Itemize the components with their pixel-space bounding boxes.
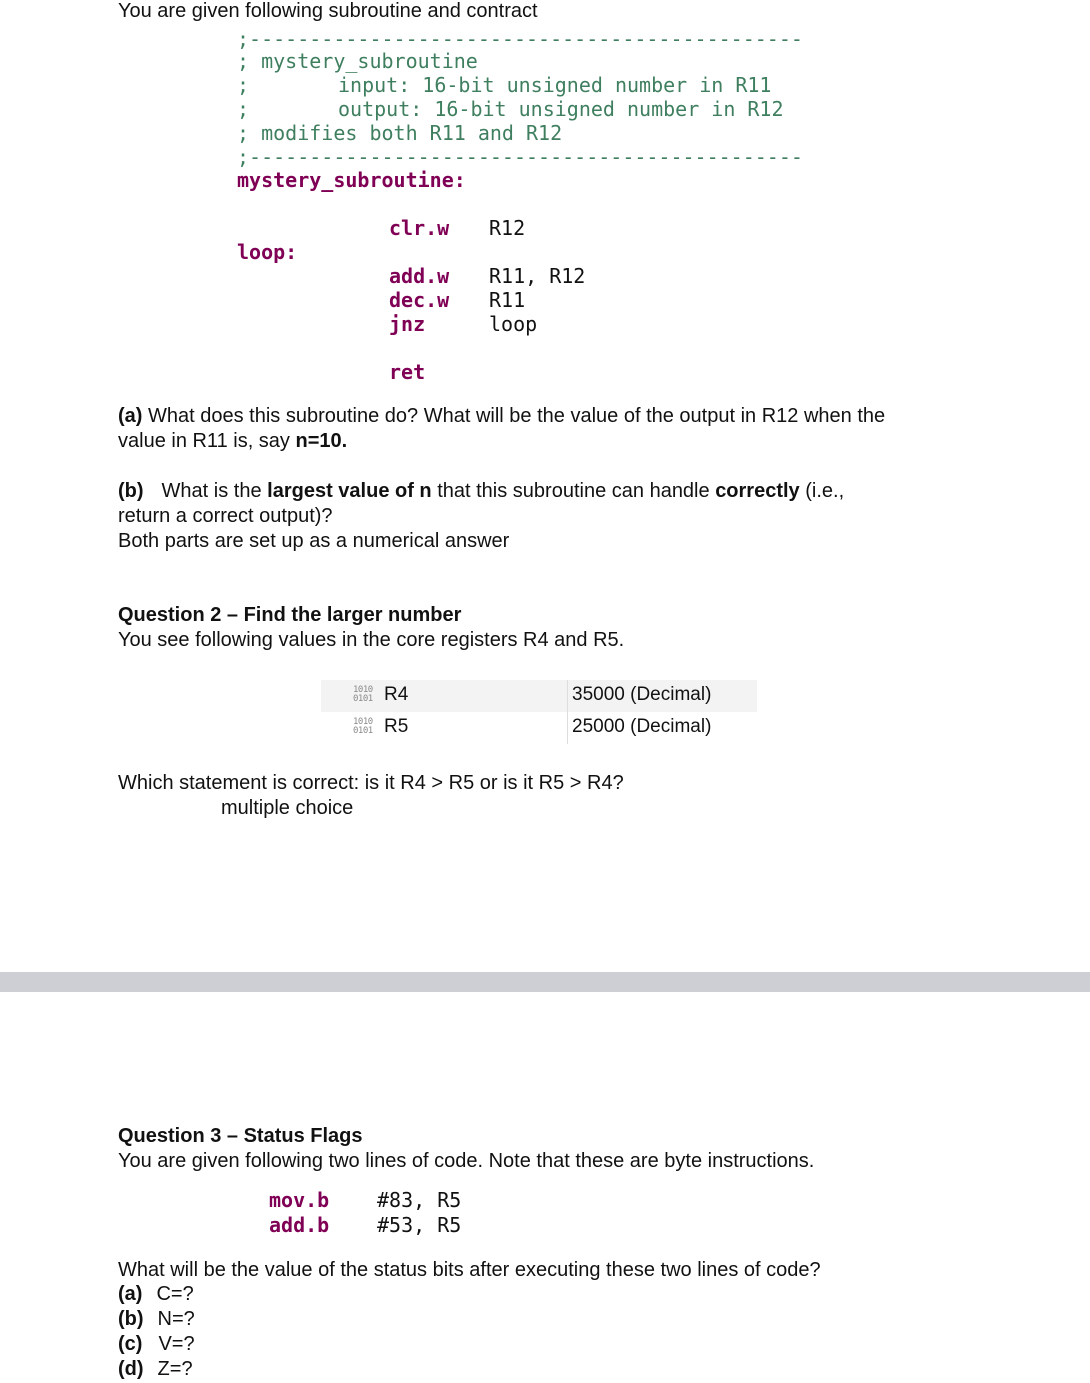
code-comment-output-prefix: ; (237, 97, 250, 121)
code-args: R11, R12 (489, 264, 586, 288)
register-name: R5 (384, 716, 409, 737)
register-value: 35000 (Decimal) (572, 684, 712, 705)
code-op: jnz (389, 312, 426, 336)
code-comment-output: output: 16-bit unsigned number in R12 (338, 97, 784, 121)
code-op: clr.w (389, 216, 450, 240)
q1-part-a-label: (a) (118, 405, 143, 427)
q1-part-b-label: (b) (118, 480, 144, 502)
code-comment-modifies: ; modifies both R11 and R12 (237, 121, 563, 145)
code-comment-name: ; mystery_subroutine (237, 49, 478, 73)
code-args: loop (489, 312, 538, 336)
page-break-band (0, 972, 1090, 992)
q3-desc: You are given following two lines of code. Note that these are byte instructions. (118, 1150, 815, 1172)
q2-title: Question 2 – Find the larger number (118, 604, 462, 626)
q2-question: Which statement is correct: is it R4 > R5 or is it R5 > R4? (118, 772, 624, 794)
code-op: add.b (269, 1213, 330, 1237)
binary-register-icon: 1010 0101 (353, 685, 373, 704)
q1-part-a-line1: (a) What does this subroutine do? What will be the value of the output in R12 when the (118, 405, 886, 427)
register-table (321, 680, 757, 744)
intro-text: You are given following subroutine and contract (118, 0, 538, 22)
code-divider-top: ;---------------------------------------------- (237, 27, 803, 51)
code-op: dec.w (389, 288, 450, 312)
q2-type: multiple choice (221, 797, 354, 819)
code-args: #53, R5 (377, 1213, 462, 1237)
code-comment-input: input: 16-bit unsigned number in R11 (338, 73, 772, 97)
q3-part: (d) Z=? (118, 1358, 193, 1380)
code-label-main: mystery_subroutine: (237, 168, 466, 192)
register-row-r4[interactable] (321, 680, 757, 712)
code-args: R11 (489, 288, 526, 312)
q1-part-b-line2: return a correct output)? (118, 505, 333, 527)
code-label-loop: loop: (237, 240, 298, 264)
q2-desc: You see following values in the core registers R4 and R5. (118, 629, 625, 651)
q3-title: Question 3 – Status Flags (118, 1125, 363, 1147)
q3-part: (a) C=? (118, 1283, 194, 1305)
code-args: #83, R5 (377, 1188, 462, 1212)
register-value: 25000 (Decimal) (572, 716, 712, 737)
q3-part: (b) N=? (118, 1308, 195, 1330)
code-args: R12 (489, 216, 526, 240)
q1-part-a-line2: value in R11 is, say n=10. (118, 430, 348, 452)
q3-question: What will be the value of the status bits after executing these two lines of code? (118, 1259, 821, 1281)
register-row-r5[interactable] (321, 712, 757, 744)
code-op: mov.b (269, 1188, 330, 1212)
code-op: ret (389, 360, 426, 384)
q1-note: Both parts are set up as a numerical answer (118, 530, 510, 552)
q1-part-b-line1: (b) What is the largest value of n that this subroutine can handle correctly (i.e., (118, 480, 845, 502)
q3-part: (c) V=? (118, 1333, 195, 1355)
binary-register-icon: 1010 0101 (353, 717, 373, 736)
code-comment-input-prefix: ; (237, 73, 250, 97)
register-name: R4 (384, 684, 409, 705)
code-divider-bottom: ;---------------------------------------------- (237, 145, 803, 169)
code-op: add.w (389, 264, 450, 288)
